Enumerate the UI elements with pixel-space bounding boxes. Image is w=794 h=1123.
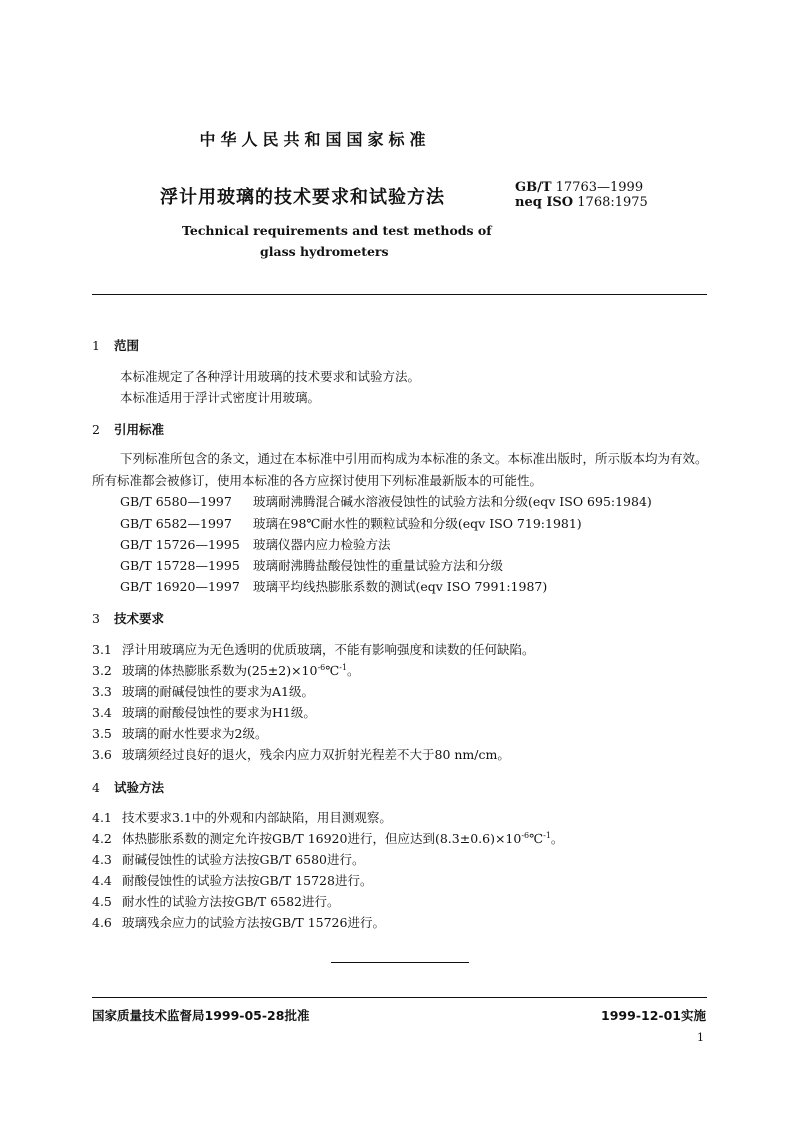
clause-item (92, 745, 510, 763)
clause-text: 玻璃的体热膨胀系数为(25±2)×10 (122, 663, 318, 678)
clause-unit: ℃ (529, 831, 544, 846)
exponent: -1 (543, 831, 551, 840)
section-3-title: 技术要求 (114, 611, 165, 626)
clause-number: 3.2 (92, 663, 112, 678)
clause-text: 耐水性的试验方法按GB/T 6582进行。 (122, 894, 340, 909)
clause-item (92, 913, 385, 931)
reference-item (120, 492, 652, 510)
clause-unit: ℃ (325, 663, 340, 678)
reference-code: GB/T 6580—1997 (120, 494, 232, 509)
reference-item (120, 535, 391, 553)
clause-item (92, 661, 360, 679)
end-of-text-rule (331, 962, 469, 963)
reference-item (120, 577, 547, 595)
clause-item (92, 640, 535, 658)
clause-text: 体热膨胀系数的测定允许按GB/T 16920进行，但应达到(8.3±0.6)×10 (122, 831, 522, 846)
clause-number: 4.3 (92, 852, 112, 867)
section-2-title: 引用标准 (114, 422, 165, 437)
clause-text: 技术要求3.1中的外观和内部缺陷，用目测观察。 (122, 810, 392, 825)
footer-divider (92, 997, 707, 998)
header-divider (92, 294, 707, 295)
exponent: -1 (339, 663, 348, 672)
exponent: -6 (521, 831, 530, 840)
clause-text: 玻璃残余应力的试验方法按GB/T 15726进行。 (122, 915, 385, 930)
clause-number: 4.1 (92, 810, 112, 825)
page-number: 1 (697, 1031, 704, 1044)
standard-code-prefix: GB/T (515, 180, 552, 195)
section-1-number: 1 (92, 338, 100, 353)
section-1-paragraph-1: 本标准规定了各种浮计用玻璃的技术要求和试验方法。 (120, 369, 421, 384)
section-4-heading (92, 778, 164, 796)
reference-item (120, 514, 582, 532)
reference-code: GB/T 15726—1995 (120, 537, 240, 552)
clause-item (92, 724, 267, 742)
iso-correspondence (515, 195, 648, 210)
clause-number: 4.6 (92, 915, 112, 930)
clause-number: 3.6 (92, 747, 112, 762)
clause-text-end: 。 (347, 663, 360, 678)
implementation-date: 1999-12-01实施 (601, 1008, 706, 1023)
section-2-intro: 下列标准所包含的条文，通过在本标准中引用而构成为本标准的条文。本标准出版时，所示版本均为有效。所有标准都会被修订，使用本标准的各方应探讨使用下列标准最新版本的可能性。 (92, 451, 708, 488)
section-4-number: 4 (92, 780, 100, 795)
reference-code: GB/T 16920—1997 (120, 579, 240, 594)
clause-text: 玻璃的耐碱侵蚀性的要求为A1级。 (122, 684, 314, 699)
document-title-en-line2: glass hydrometers (260, 244, 389, 259)
reference-title: 玻璃耐沸腾混合碱水溶液侵蚀性的试验方法和分级(eqv ISO 695:1984) (253, 494, 652, 509)
clause-item (92, 871, 372, 889)
section-2-number: 2 (92, 422, 100, 437)
clause-item (92, 850, 365, 868)
clause-text: 耐酸侵蚀性的试验方法按GB/T 15728进行。 (122, 873, 373, 888)
reference-item (120, 556, 503, 574)
reference-title: 玻璃在98℃耐水性的颗粒试验和分级(eqv ISO 719:1981) (253, 516, 582, 531)
clause-text: 耐碱侵蚀性的试验方法按GB/T 6580进行。 (122, 852, 365, 867)
clause-number: 3.1 (92, 642, 112, 657)
clause-number: 4.2 (92, 831, 112, 846)
clause-item (92, 703, 316, 721)
clause-number: 4.4 (92, 873, 112, 888)
reference-title: 玻璃仪器内应力检验方法 (253, 537, 391, 552)
reference-title: 玻璃耐沸腾盐酸侵蚀性的重量试验方法和分级 (253, 558, 504, 573)
document-title-cn: 浮计用玻璃的技术要求和试验方法 (160, 187, 445, 208)
iso-correspondence-number: 1768:1975 (577, 195, 648, 210)
clause-text: 玻璃的耐水性要求为2级。 (122, 726, 268, 741)
approval-statement: 国家质量技术监督局1999-05-28批准 (92, 1008, 310, 1023)
clause-number: 3.4 (92, 705, 112, 720)
iso-correspondence-prefix: neq ISO (515, 195, 574, 210)
section-1-paragraph-2: 本标准适用于浮计式密度计用玻璃。 (120, 390, 321, 405)
section-2-heading (92, 420, 164, 438)
clause-text-end: 。 (550, 831, 564, 846)
clause-item (92, 892, 340, 910)
section-3-heading (92, 609, 164, 627)
national-standard-heading: 中华人民共和国国家标准 (199, 130, 431, 149)
reference-code: GB/T 15728—1995 (120, 558, 240, 573)
section-3-number: 3 (92, 611, 100, 626)
clause-number: 3.3 (92, 684, 112, 699)
clause-item (92, 808, 392, 826)
document-title-en-line1: Technical requirements and test methods of (182, 223, 492, 238)
clause-text: 玻璃的耐酸侵蚀性的要求为H1级。 (122, 705, 316, 720)
section-1-title: 范围 (114, 338, 140, 353)
reference-code: GB/T 6582—1997 (120, 516, 232, 531)
clause-number: 3.5 (92, 726, 112, 741)
clause-number: 4.5 (92, 894, 112, 909)
standard-code (515, 180, 643, 195)
clause-text: 浮计用玻璃应为无色透明的优质玻璃，不能有影响强度和读数的任何缺陷。 (122, 642, 535, 657)
standard-code-number: 17763—1999 (555, 180, 644, 195)
clause-text: 玻璃须经过良好的退火，残余内应力双折射光程差不大于80 nm/cm。 (122, 747, 510, 762)
clause-item (92, 829, 563, 847)
exponent: -6 (317, 663, 326, 672)
clause-item (92, 682, 314, 700)
section-1-heading (92, 336, 139, 354)
reference-title: 玻璃平均线热膨胀系数的测试(eqv ISO 7991:1987) (253, 579, 548, 594)
section-4-title: 试验方法 (114, 780, 165, 795)
